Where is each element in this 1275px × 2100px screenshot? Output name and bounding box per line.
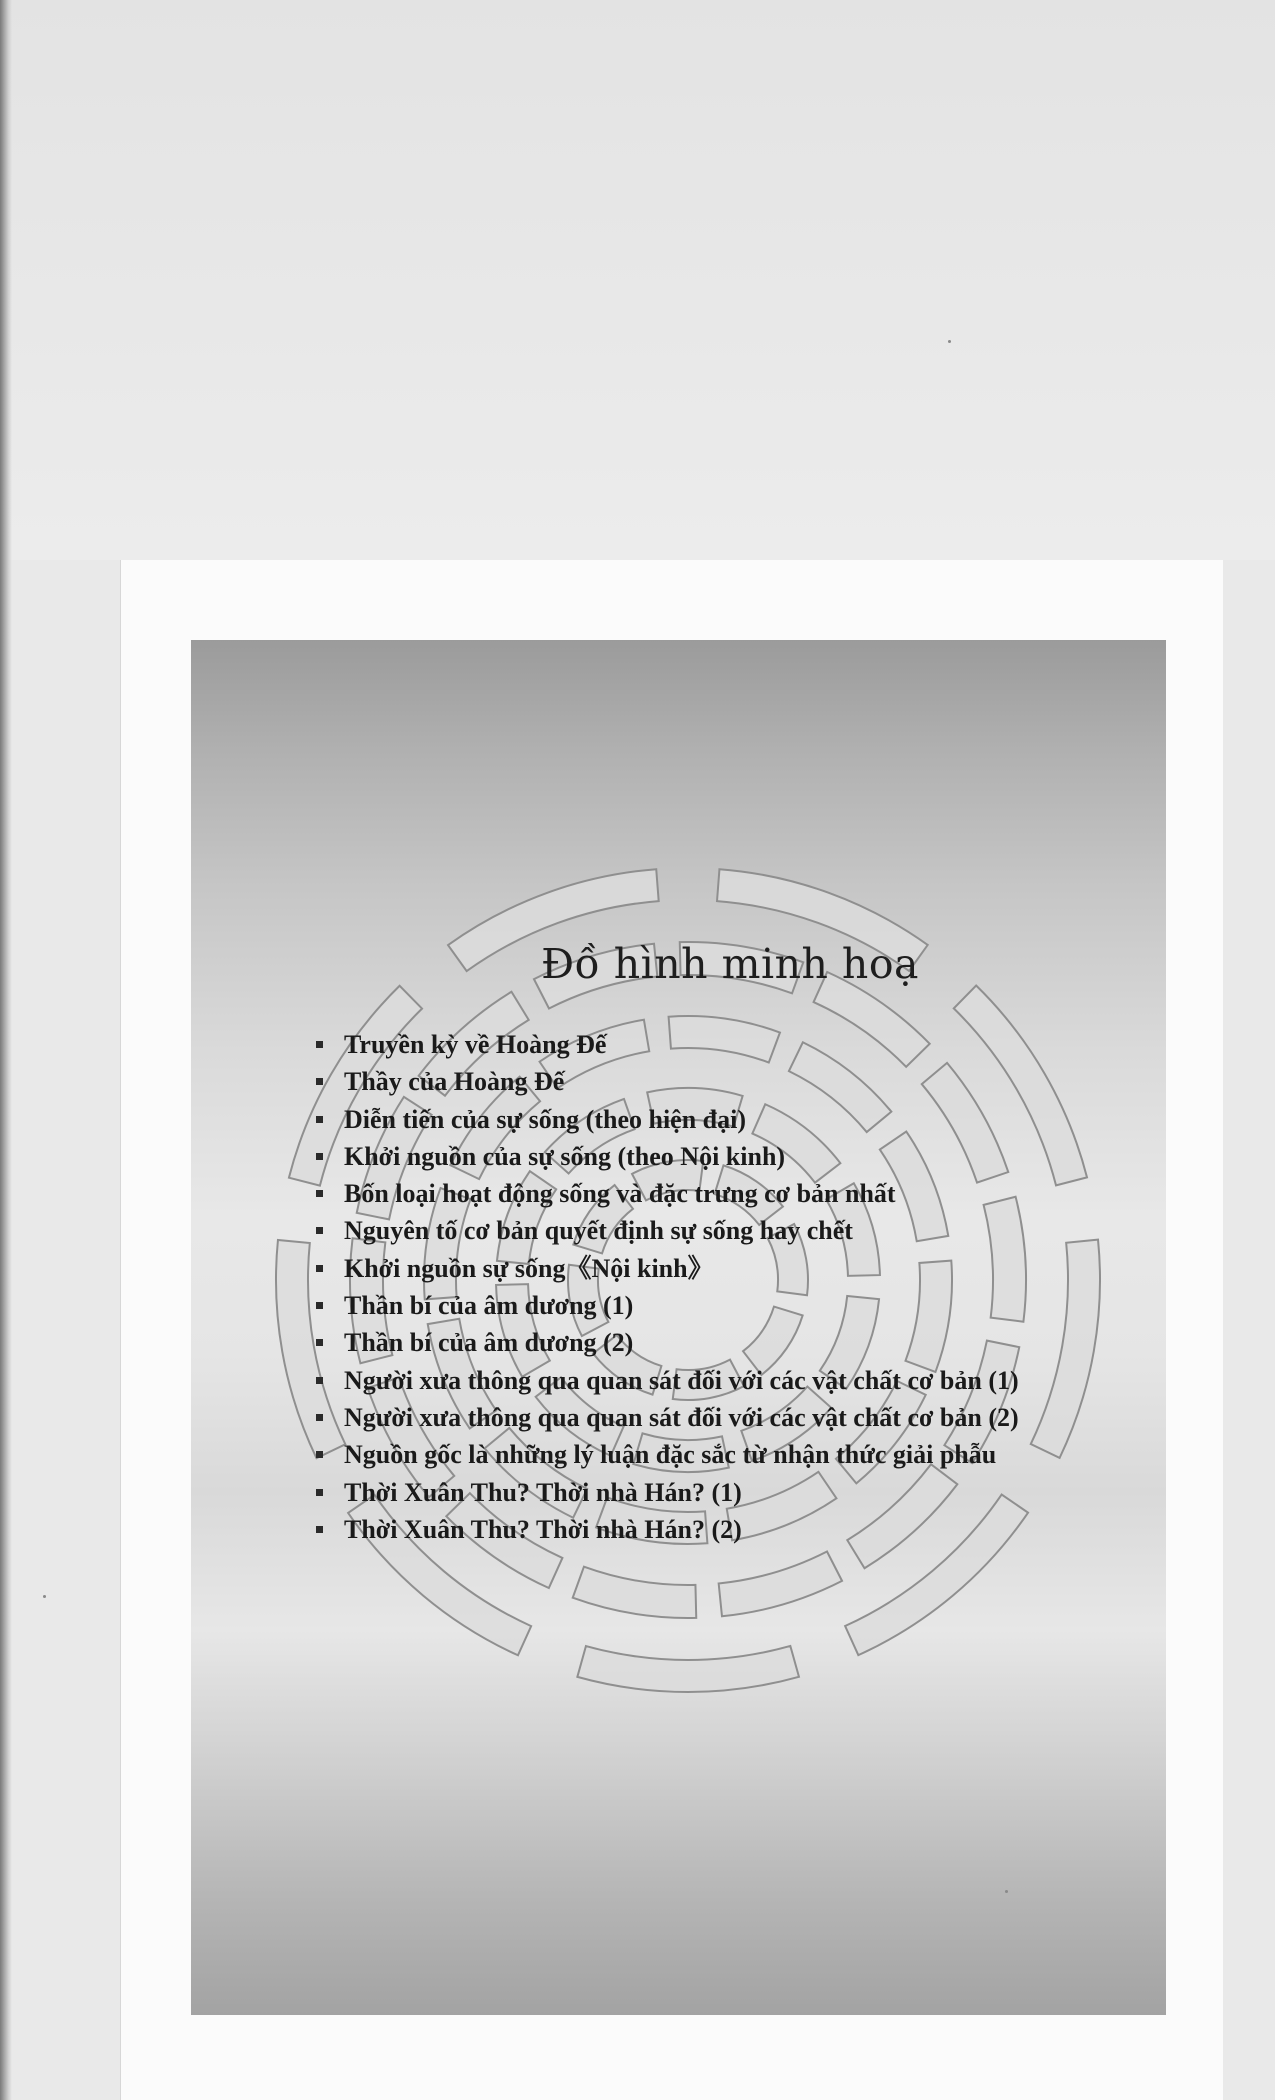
bullet-icon — [316, 1116, 323, 1123]
list-item — [312, 1175, 1019, 1212]
list-item — [312, 1250, 1019, 1287]
bullet-icon — [316, 1339, 323, 1346]
list-item-label: Bốn loại hoạt động sống và đặc trưng cơ bản nhất — [344, 1179, 896, 1209]
list-item-label: Thời Xuân Thu? Thời nhà Hán? (1) — [344, 1477, 742, 1507]
list-item-label: Thần bí của âm dương (1) — [344, 1291, 634, 1321]
list-item-label: Nguyên tố cơ bản quyết định sự sống hay chết — [344, 1216, 853, 1246]
scan-background — [0, 0, 1275, 560]
ring-segment — [719, 1551, 842, 1616]
list-item-label: Thầy của Hoàng Đế — [344, 1067, 565, 1097]
illustration-list — [312, 1026, 1019, 1548]
ring-segment — [573, 1567, 697, 1618]
list-item-label: Khởi nguồn của sự sống (theo Nội kinh) — [344, 1141, 786, 1171]
list-item — [312, 1212, 1019, 1249]
scan-edge-shadow — [0, 0, 12, 2100]
list-item — [312, 1474, 1019, 1511]
bullet-icon — [316, 1414, 323, 1421]
ring-segment — [577, 1646, 799, 1692]
bullet-icon — [316, 1302, 323, 1309]
bullet-icon — [316, 1526, 323, 1533]
bullet-icon — [316, 1078, 323, 1085]
bullet-icon — [316, 1041, 323, 1048]
bullet-icon — [316, 1377, 323, 1384]
list-item — [312, 1138, 1019, 1175]
list-item — [312, 1399, 1019, 1436]
bullet-icon — [316, 1190, 323, 1197]
list-item — [312, 1026, 1019, 1063]
list-item-label: Thần bí của âm dương (2) — [344, 1328, 634, 1358]
list-item-label: Diễn tiến của sự sống (theo hiện đại) — [344, 1104, 747, 1134]
scan-speck — [948, 340, 951, 343]
list-item — [312, 1324, 1019, 1361]
list-item — [312, 1511, 1019, 1548]
list-item-label: Người xưa thông qua quan sát đối với các vật chất cơ bản (2) — [344, 1402, 1019, 1432]
scan-speck — [43, 1595, 46, 1598]
list-item-label: Truyền kỳ về Hoàng Đế — [344, 1030, 607, 1059]
ring-segment — [1031, 1240, 1100, 1458]
bullet-icon — [316, 1451, 323, 1458]
bullet-icon — [316, 1153, 323, 1160]
bullet-icon — [316, 1265, 323, 1272]
list-item-label: Thời Xuân Thu? Thời nhà Hán? (2) — [344, 1514, 742, 1544]
list-item — [312, 1362, 1019, 1399]
bullet-icon — [316, 1489, 323, 1496]
list-item — [312, 1101, 1019, 1138]
page-title: Đồ hình minh hoạ — [541, 940, 919, 988]
list-item — [312, 1063, 1019, 1100]
list-item — [312, 1436, 1019, 1473]
bullet-icon — [316, 1227, 323, 1234]
list-item-label: Nguồn gốc là những lý luận đặc sắc từ nhận thức giải phẫu — [344, 1440, 997, 1470]
scan-speck — [1005, 1890, 1008, 1893]
list-item — [312, 1287, 1019, 1324]
list-item-label: Người xưa thông qua quan sát đối với các vật chất cơ bản (1) — [344, 1365, 1019, 1395]
list-item-label: Khởi nguồn sự sống《Nội kinh》 — [344, 1253, 714, 1283]
